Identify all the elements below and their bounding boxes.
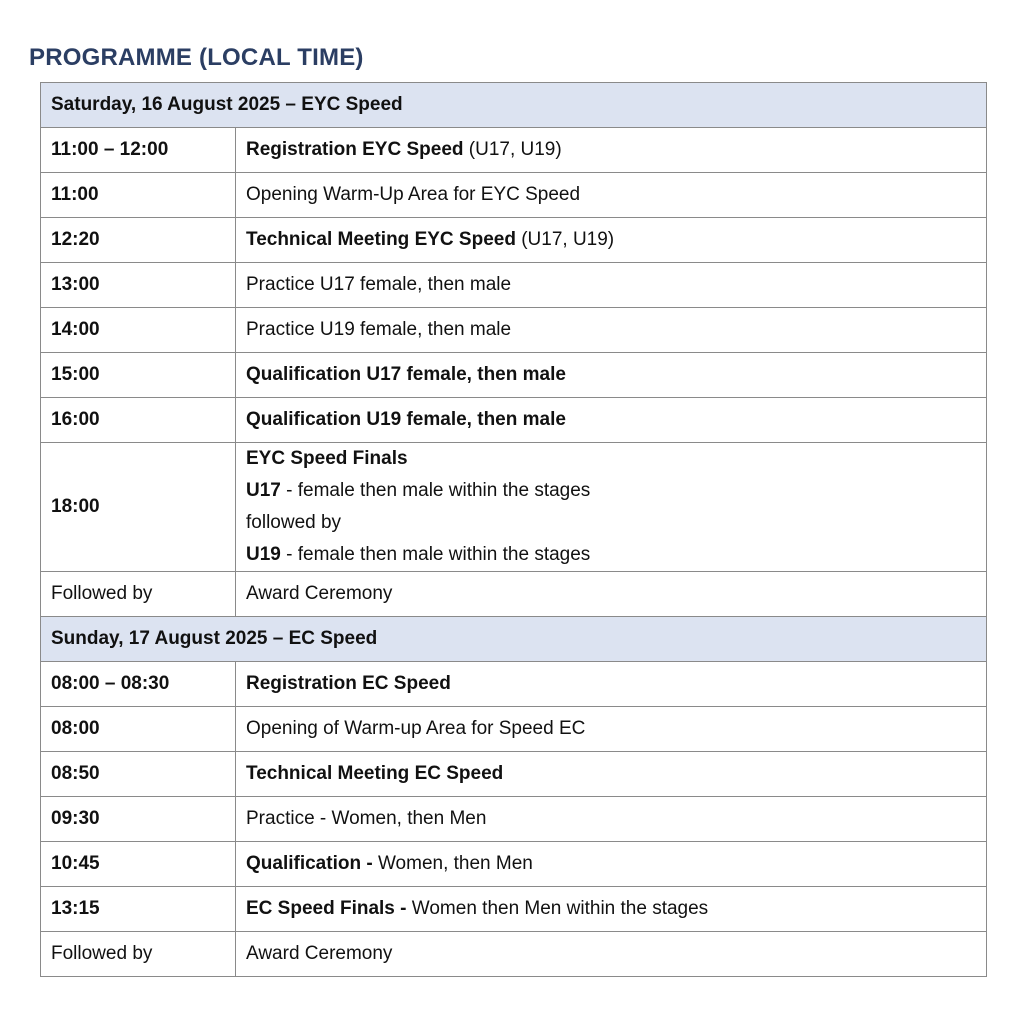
event-cell: [236, 443, 987, 572]
event-cell: [236, 752, 987, 797]
event-cell: [236, 662, 987, 707]
event-cell: [236, 218, 987, 263]
table-row: [41, 887, 987, 932]
event-text: (U17, U19): [515, 229, 615, 250]
table-row: [41, 308, 987, 353]
event-bold-text: Technical Meeting EYC Speed: [246, 229, 516, 250]
time-cell: 14:00: [41, 308, 236, 353]
event-bold-text: Technical Meeting EC Speed: [246, 763, 504, 784]
table-row-finals: [41, 443, 987, 572]
time-cell: 18:00: [41, 443, 236, 572]
event-cell: [236, 398, 987, 443]
table-row: [41, 263, 987, 308]
event-cell: [236, 353, 987, 398]
table-row: [41, 572, 987, 617]
event-cell: Award Ceremony: [236, 572, 987, 617]
table-row: [41, 842, 987, 887]
finals-title: [246, 443, 976, 475]
event-cell: [236, 173, 987, 218]
event-text: (U17, U19): [463, 139, 562, 160]
table-row: [41, 218, 987, 263]
time-cell: 13:00: [41, 263, 236, 308]
event-bold-text: EC Speed Finals -: [246, 898, 407, 919]
event-cell: [236, 308, 987, 353]
table-row: [41, 173, 987, 218]
event-cell: [236, 842, 987, 887]
table-row: [41, 707, 987, 752]
event-text: Women, then Men: [372, 853, 533, 874]
time-cell: Followed by: [41, 572, 236, 617]
time-cell: 16:00: [41, 398, 236, 443]
day-header-label: Saturday, 16 August 2025 – EYC Speed: [41, 83, 987, 128]
time-cell: 08:00 – 08:30: [41, 662, 236, 707]
event-cell: [236, 128, 987, 173]
time-cell: 08:00: [41, 707, 236, 752]
event-text: Practice - Women, then Men: [246, 808, 487, 829]
finals-u17-label: U17: [246, 480, 281, 501]
event-bold-text: Registration EYC Speed: [246, 139, 464, 160]
time-cell: 10:45: [41, 842, 236, 887]
finals-line-u19: [246, 539, 976, 571]
day-header-saturday: [41, 83, 987, 128]
table-row: [41, 662, 987, 707]
table-row: [41, 128, 987, 173]
event-text: Practice U17 female, then male: [246, 274, 512, 295]
time-cell: 09:30: [41, 797, 236, 842]
time-cell: 08:50: [41, 752, 236, 797]
finals-u19-label: U19: [246, 544, 281, 565]
finals-title-text: EYC Speed Finals: [246, 448, 408, 469]
time-cell: Followed by: [41, 932, 236, 977]
table-row: [41, 932, 987, 977]
event-cell: [236, 797, 987, 842]
event-bold-text: Qualification U19 female, then male: [246, 409, 566, 430]
event-cell: [236, 887, 987, 932]
event-bold-text: Qualification U17 female, then male: [246, 364, 566, 385]
event-text: Opening of Warm-up Area for Speed EC: [246, 718, 586, 739]
event-cell: [236, 263, 987, 308]
event-text: Women then Men within the stages: [406, 898, 709, 919]
time-cell: 15:00: [41, 353, 236, 398]
finals-line-u17: [246, 475, 976, 507]
finals-line-followed: followed by: [246, 512, 342, 533]
finals-u19-text: - female then male within the stages: [280, 544, 591, 565]
day-header-sunday: [41, 617, 987, 662]
page-title: PROGRAMME (LOCAL TIME): [29, 44, 364, 71]
finals-u17-text: - female then male within the stages: [280, 480, 591, 501]
time-cell: 13:15: [41, 887, 236, 932]
day-header-label: Sunday, 17 August 2025 – EC Speed: [41, 617, 987, 662]
table-row: [41, 797, 987, 842]
event-text: Practice U19 female, then male: [246, 319, 512, 340]
table-row: [41, 353, 987, 398]
event-bold-text: Qualification -: [246, 853, 373, 874]
table-row: [41, 752, 987, 797]
event-cell: [236, 707, 987, 752]
event-bold-text: Registration EC Speed: [246, 673, 451, 694]
programme-table: [40, 82, 987, 977]
time-cell: 11:00: [41, 173, 236, 218]
table-row: [41, 398, 987, 443]
event-text: Opening Warm-Up Area for EYC Speed: [246, 184, 581, 205]
time-cell: 11:00 – 12:00: [41, 128, 236, 173]
event-cell: Award Ceremony: [236, 932, 987, 977]
time-cell: 12:20: [41, 218, 236, 263]
